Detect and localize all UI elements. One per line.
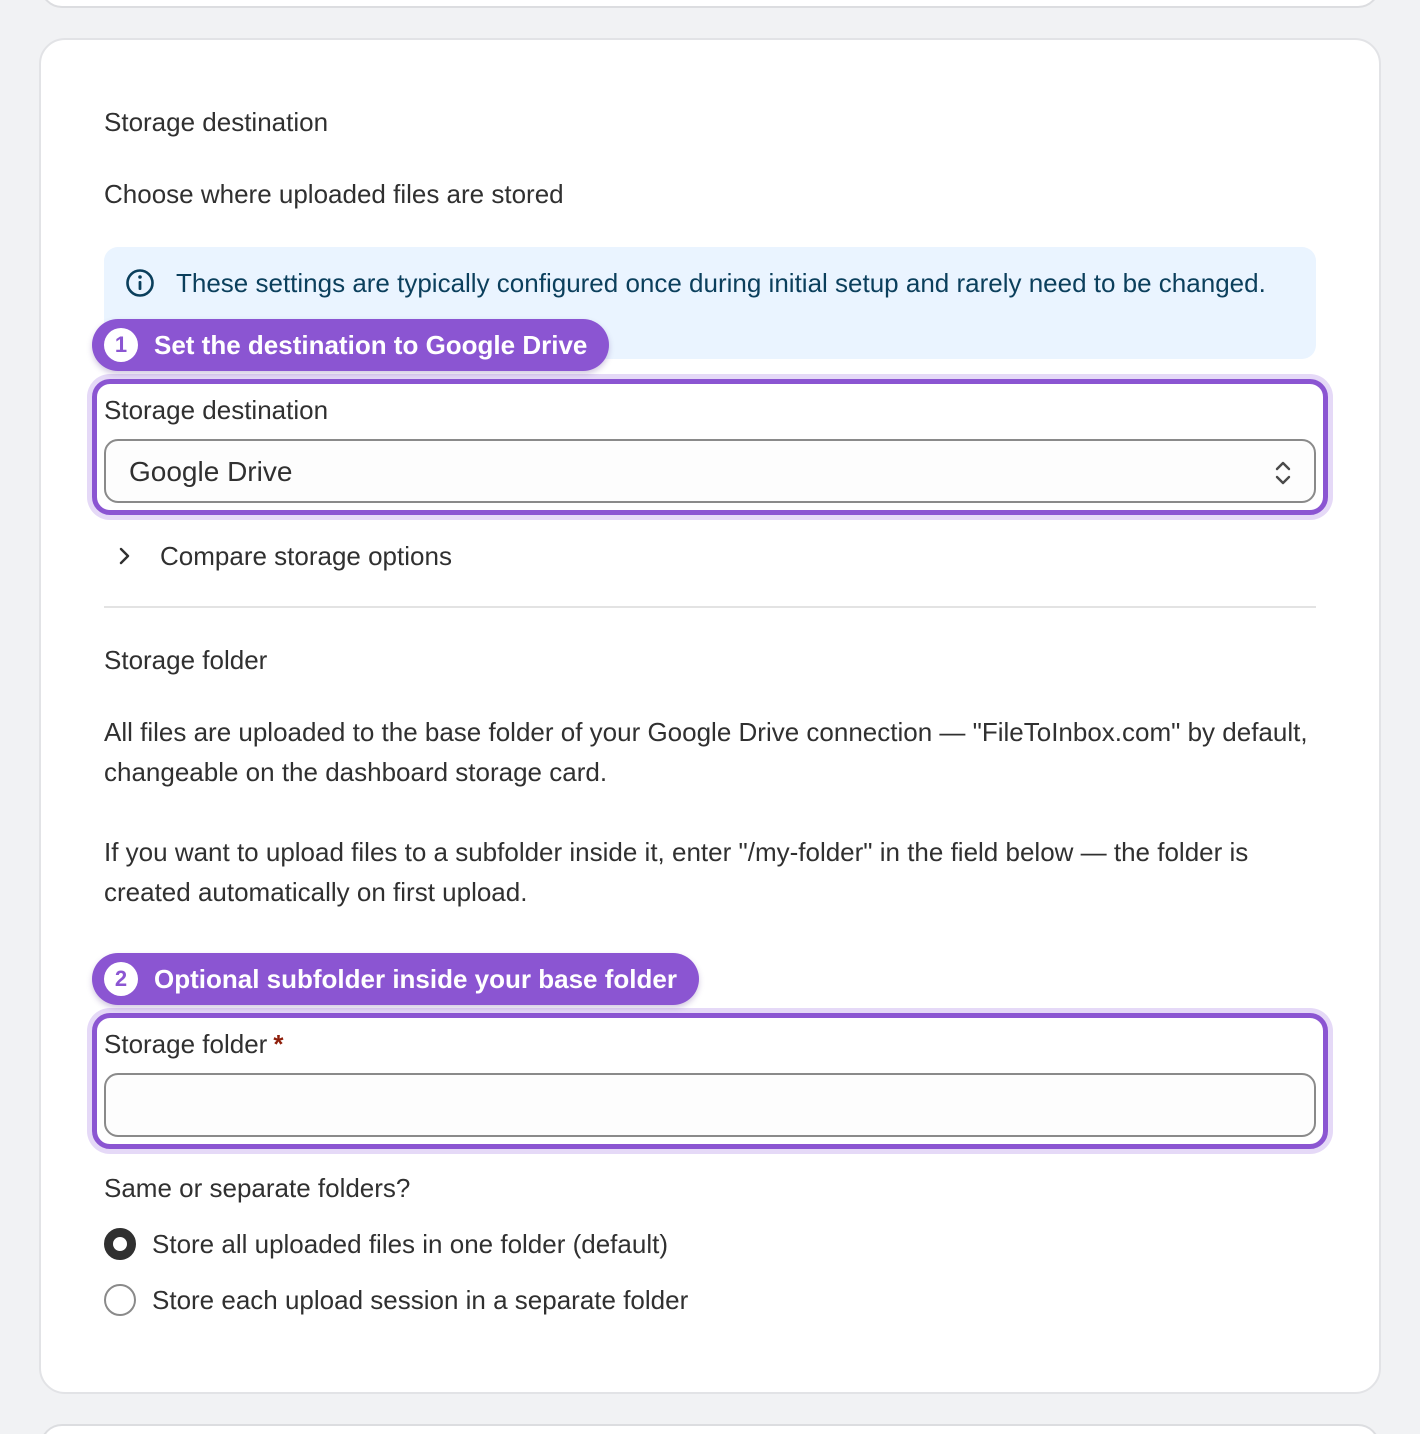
storage-destination-value: Google Drive: [129, 456, 293, 487]
storage-folder-label-text: Storage folder: [104, 1029, 268, 1059]
step-1-label: Set the destination to Google Drive: [154, 329, 588, 360]
section-description: Choose where uploaded files are stored: [104, 179, 564, 209]
chevron-up-down-icon: [1272, 458, 1294, 488]
step-2-callout: [92, 953, 699, 1005]
step-2-label: Optional subfolder inside your base folder: [154, 963, 677, 994]
radio-option-single-folder[interactable]: [104, 1224, 668, 1264]
storage-destination-select[interactable]: [104, 439, 1316, 503]
storage-folder-input[interactable]: [104, 1073, 1316, 1137]
previous-card: [40, 0, 1380, 8]
radio-option-separate-folders[interactable]: [104, 1280, 688, 1320]
storage-folder-paragraph-1: All files are uploaded to the base folder of your Google Drive connection — "FileToInbox.com" by default, changeable on the dashboard storage card.: [104, 717, 1308, 787]
radio-button-unselected[interactable]: [104, 1284, 136, 1316]
compare-storage-options-toggle[interactable]: [112, 536, 452, 576]
chevron-right-icon: [112, 544, 136, 568]
storage-destination-label: Storage destination: [104, 395, 329, 425]
section-divider: [104, 606, 1316, 608]
info-icon: [125, 268, 155, 298]
storage-folder-label: [104, 1024, 283, 1064]
radio-button-selected[interactable]: [104, 1228, 136, 1260]
radio-option-label: Store each upload session in a separate folder: [152, 1284, 689, 1315]
storage-folder-title: Storage folder: [104, 645, 268, 675]
required-marker: *: [273, 1029, 284, 1059]
info-banner-text: These settings are typically configured once during initial setup and rarely need to be changed.: [176, 268, 1266, 298]
step-1-number: 1: [104, 328, 138, 362]
folder-mode-heading: Same or separate folders?: [104, 1173, 411, 1203]
compare-storage-options-label: Compare storage options: [160, 540, 452, 571]
step-1-callout: [92, 319, 609, 371]
next-card: [40, 1424, 1380, 1434]
radio-option-label: Store all uploaded files in one folder (default): [152, 1228, 668, 1259]
section-title: Storage destination: [104, 107, 329, 137]
step-2-number: 2: [104, 962, 138, 996]
storage-folder-paragraph-2: If you want to upload files to a subfolder inside it, enter "/my-folder" in the field below — the folder is created automatically on first upload.: [104, 837, 1249, 907]
